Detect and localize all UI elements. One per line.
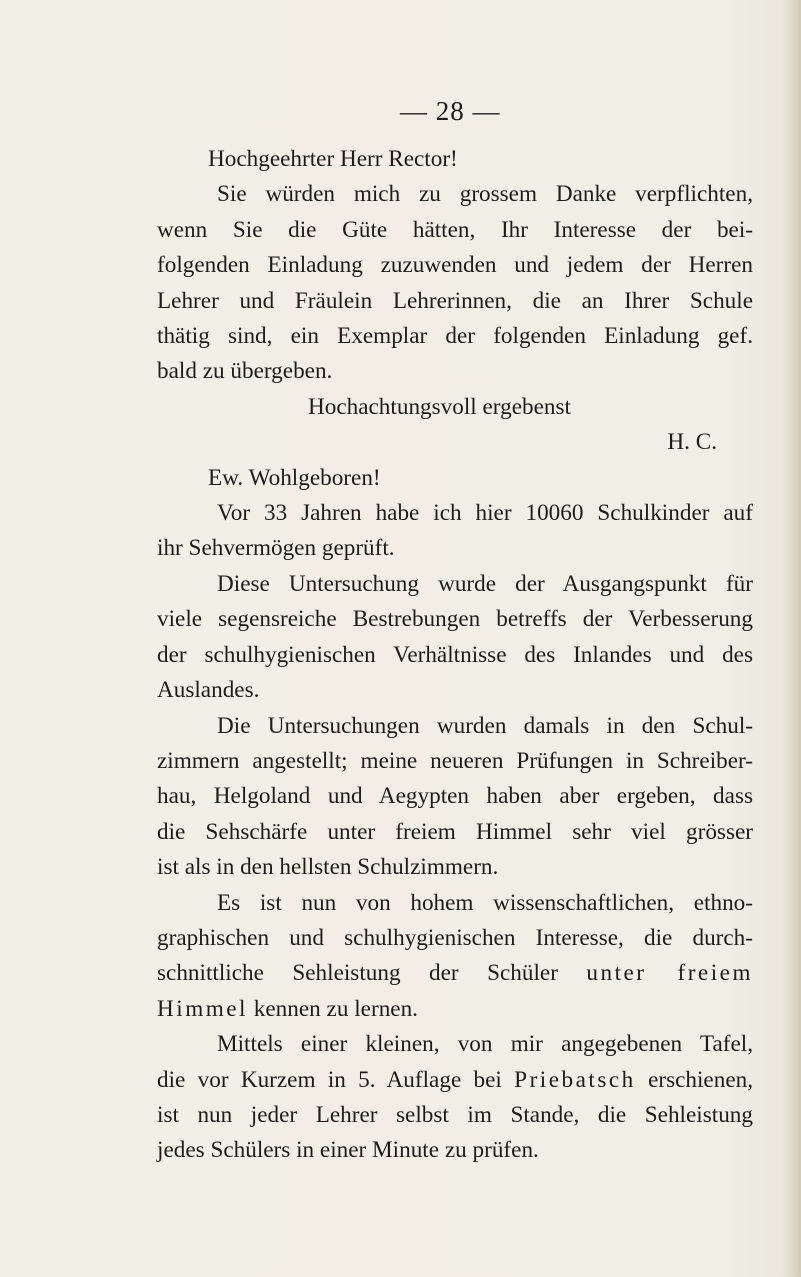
paragraph-line: graphischen und schulhygienischen Interesse, die durch- [157, 924, 753, 951]
paragraph-line: jedes Schülers in einer Minute zu prüfen. [157, 1137, 539, 1164]
paragraph-line: Es ist nun von hohem wissenschaftlichen, ethno- [217, 889, 753, 916]
page-number: — 28 — [400, 96, 501, 126]
letter1-closing: Hochachtungsvoll ergebenst [308, 393, 571, 420]
letter1-signature: H. C. [667, 429, 717, 456]
letter1-line: thätig sind, ein Exemplar der folgenden Einladung gef. [157, 323, 753, 350]
paragraph-line: ist nun jeder Lehrer selbst im Stande, die Sehleistung [157, 1101, 753, 1128]
letter1-line: wenn Sie die Güte hätten, Ihr Interesse der bei- [157, 216, 753, 243]
letter1-line: Sie würden mich zu grossem Danke verpflichten, [217, 181, 753, 208]
paragraph-line: ist als in den hellsten Schulzimmern. [157, 854, 499, 881]
paragraph-line: zimmern angestellt; meine neueren Prüfungen in Schreiber- [157, 747, 753, 774]
paragraph-line: hau, Helgoland und Aegypten haben aber ergeben, dass [157, 783, 753, 810]
paragraph-line: Auslandes. [157, 677, 260, 704]
page-edge-shadow [783, 0, 801, 1277]
text-run: erschienen, [635, 1066, 753, 1093]
page-body [157, 142, 753, 1169]
letter2-salutation: Ew. Wohlgeboren! [208, 464, 381, 491]
paragraph-line [157, 956, 753, 991]
paragraph-line: Die Untersuchungen wurden damals in den Schul- [217, 712, 753, 739]
text-run: schnittliche Sehleistung der Schüler [157, 960, 587, 987]
paragraph-line: die Sehschärfe unter freiem Himmel sehr viel grösser [157, 818, 753, 845]
paragraph-line: Mittels einer kleinen, von mir angegebenen Tafel, [217, 1031, 753, 1058]
text-run: die vor Kurzem in 5. Auflage bei [157, 1066, 515, 1093]
paragraph-line: Vor 33 Jahren habe ich hier 10060 Schulkinder auf [217, 500, 753, 527]
letter1-line: folgenden Einladung zuzuwenden und jedem der Herren [157, 252, 753, 279]
paragraph-line: viele segensreiche Bestrebungen betreffs der Verbesserung [157, 606, 753, 633]
paragraph-line: ihr Sehvermögen geprüft. [157, 535, 395, 562]
paragraph-line [157, 992, 753, 1027]
spaced-text: unter freiem [586, 960, 753, 987]
paragraph-line: Diese Untersuchung wurde der Ausgangspunkt für [217, 570, 753, 597]
text-run: kennen zu lernen. [248, 995, 418, 1022]
spaced-text: Priebatsch [514, 1066, 636, 1093]
paragraph-line [157, 1063, 753, 1098]
letter1-line: Lehrer und Fräulein Lehrerinnen, die an Ihrer Schule [157, 287, 753, 314]
spaced-text: Himmel [157, 995, 248, 1022]
letter1-salutation: Hochgeehrter Herr Rector! [208, 146, 458, 172]
paragraph-line: der schulhygienischen Verhältnisse des Inlandes und des [157, 641, 753, 668]
letter1-line: bald zu übergeben. [157, 358, 333, 385]
